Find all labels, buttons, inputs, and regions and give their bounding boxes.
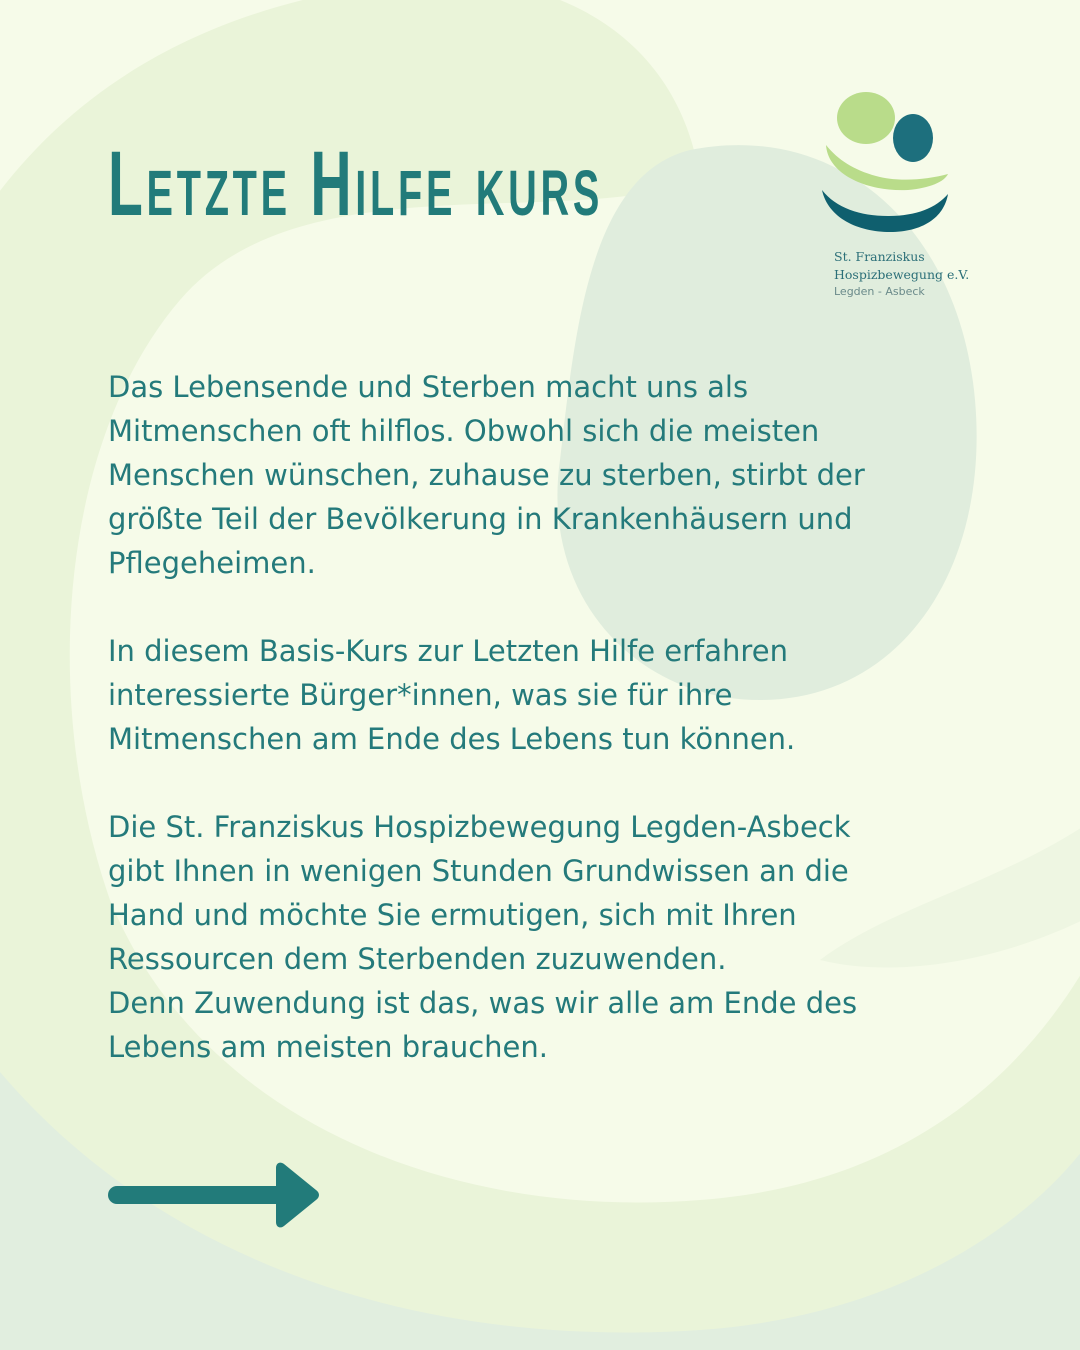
paragraph-course: In diesem Basis-Kurs zur Letzten Hilfe erfahren interessierte Bürger*innen, was sie für ihre Mitmenschen am Ende des Lebens tun können. xyxy=(108,634,796,756)
paragraph-intro: Das Lebensende und Sterben macht uns als Mitmenschen oft hilflos. Obwohl sich die meisten Menschen wünschen, zuhause zu sterben, stirbt der größte Teil der Bevölkerung in Krankenhäusern und Pflegeheimen. xyxy=(108,370,865,580)
body-text xyxy=(108,365,988,1069)
organization-logo xyxy=(818,90,988,300)
arrow-right-icon xyxy=(108,1162,323,1228)
organization-place: Legden - Asbeck xyxy=(834,285,925,298)
organization-name-line2: Hospizbewegung e.V. xyxy=(834,267,970,282)
page-title: Letzte Hilfe kurs xyxy=(108,133,604,235)
paragraph-organization: Die St. Franziskus Hospizbewegung Legden-Asbeck gibt Ihnen in wenigen Stunden Grundwissen an die Hand und möchte Sie ermutigen, sich mit Ihren Ressourcen dem Sterbenden zuzuwenden. Denn Zuwendung ist das, was wir alle am Ende des Lebens am meisten brauchen. xyxy=(108,810,858,1064)
next-arrow-button[interactable] xyxy=(108,1162,323,1232)
hospice-logo-icon xyxy=(818,90,958,240)
organization-name-line1: St. Franziskus xyxy=(834,249,925,264)
